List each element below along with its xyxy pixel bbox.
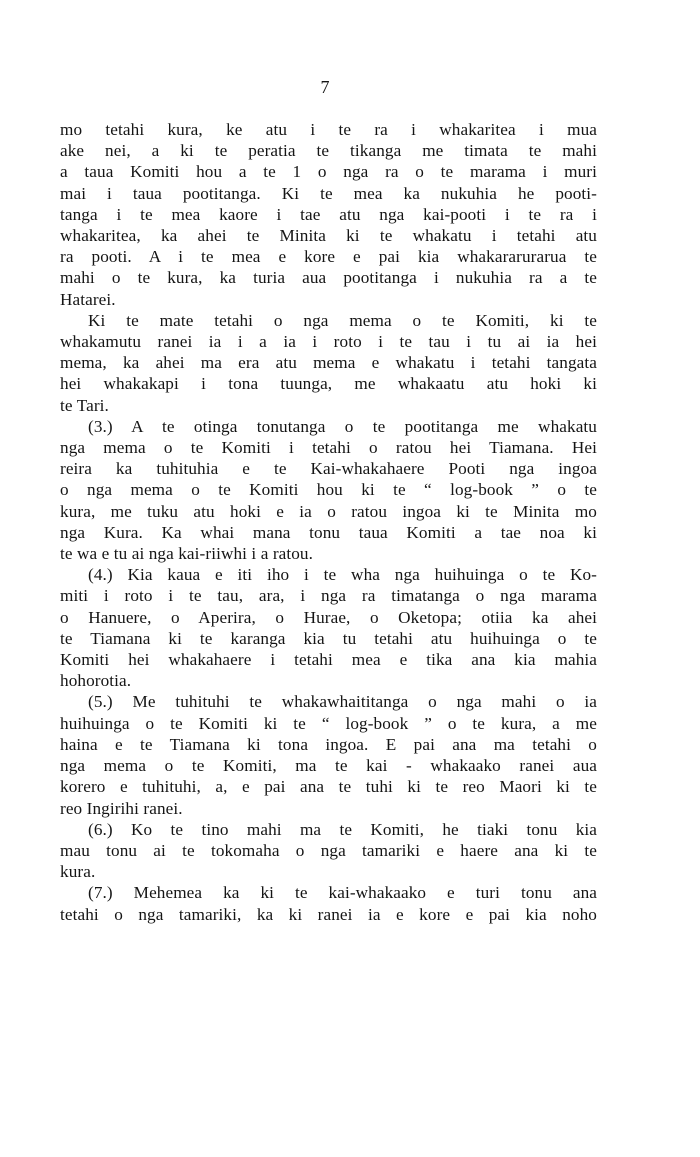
text-line: korero e tuhituhi, a, e pai ana te tuhi ki te reo Maori ki te [60, 777, 597, 797]
text-line: mai i taua pootitanga. Ki te mea ka nukuhia he pooti- [60, 183, 597, 203]
text-line: Komiti hei whakahaere i tetahi mea e tika ana kia mahia [60, 650, 597, 670]
text-line: whakamutu ranei ia i a ia i roto i te tau i tu ai ia hei [60, 332, 597, 352]
text-line: mema, ka ahei ma era atu mema e whakatu i tetahi tangata [60, 353, 597, 373]
text-line: tanga i te mea kaore i tae atu nga kai-pooti i te ra i [60, 204, 597, 224]
text-line: o nga mema o te Komiti hou ki te “ log-book ” o te [60, 480, 597, 500]
text-line: nga Kura. Ka whai mana tonu taua Komiti a tae noa ki [60, 522, 597, 542]
text-line: reira ka tuhituhia e te Kai-whakahaere Pooti nga ingoa [60, 459, 597, 479]
text-line: (6.) Ko te tino mahi ma te Komiti, he tiaki tonu kia [88, 819, 597, 839]
text-line: a taua Komiti hou a te 1 o nga ra o te marama i muri [60, 162, 597, 182]
text-line: reo Ingirihi ranei. [60, 798, 183, 818]
text-line: hei whakakapi i tona tuunga, me whakaatu atu hoki ki [60, 374, 597, 394]
text-line: nga mema o te Komiti i tetahi o ratou hei Tiamana. Hei [60, 438, 597, 458]
text-line: kura. [60, 862, 96, 882]
text-line: ake nei, a ki te peratia te tikanga me timata te mahi [60, 141, 597, 161]
text-line: mau tonu ai te tokomaha o nga tamariki e haere ana ki te [60, 840, 597, 860]
text-line: miti i roto i te tau, ara, i nga ra timatanga o nga marama [60, 586, 597, 606]
page-number: 7 [320, 77, 330, 97]
text-line: kura, me tuku atu hoki e ia o ratou ingoa ki te Minita mo [60, 501, 597, 521]
text-line: nga mema o te Komiti, ma te kai - whakaako ranei aua [60, 756, 597, 776]
text-line: tetahi o nga tamariki, ka ki ranei ia e kore e pai kia noho [60, 904, 597, 924]
text-line: te Tari. [60, 395, 109, 415]
text-line: o Hanuere, o Aperira, o Hurae, o Oketopa; otiia ka ahei [60, 607, 597, 627]
text-line: huihuinga o te Komiti ki te “ log-book ” o te kura, a me [60, 713, 597, 733]
body-text [60, 119, 597, 925]
text-line: hohorotia. [60, 671, 132, 691]
text-line: haina e te Tiamana ki tona ingoa. E pai ana ma tetahi o [60, 734, 597, 754]
text-line: (4.) Kia kaua e iti iho i te wha nga huihuinga o te Ko- [88, 565, 597, 585]
text-line: mo tetahi kura, ke atu i te ra i whakaritea i mua [60, 120, 597, 139]
text-line: Ki te mate tetahi o nga mema o te Komiti, ki te [88, 310, 597, 330]
text-line: te wa e tu ai nga kai-riiwhi i a ratou. [60, 544, 314, 564]
text-line: whakaritea, ka ahei te Minita ki te whakatu i tetahi atu [60, 226, 597, 246]
text-line: mahi o te kura, ka turia aua pootitanga i nukuhia ra a te [60, 268, 597, 288]
text-line: (3.) A te otinga tonutanga o te pootitanga me whakatu [88, 416, 597, 436]
text-line: (5.) Me tuhituhi te whakawhaititanga o nga mahi o ia [88, 692, 597, 712]
text-line: (7.) Mehemea ka ki te kai-whakaako e turi tonu ana [88, 883, 597, 903]
text-line: Hatarei. [60, 289, 116, 309]
text-line: te Tiamana ki te karanga kia tu tetahi atu huihuinga o te [60, 628, 597, 648]
text-line: ra pooti. A i te mea e kore e pai kia whakararurarua te [60, 247, 597, 267]
